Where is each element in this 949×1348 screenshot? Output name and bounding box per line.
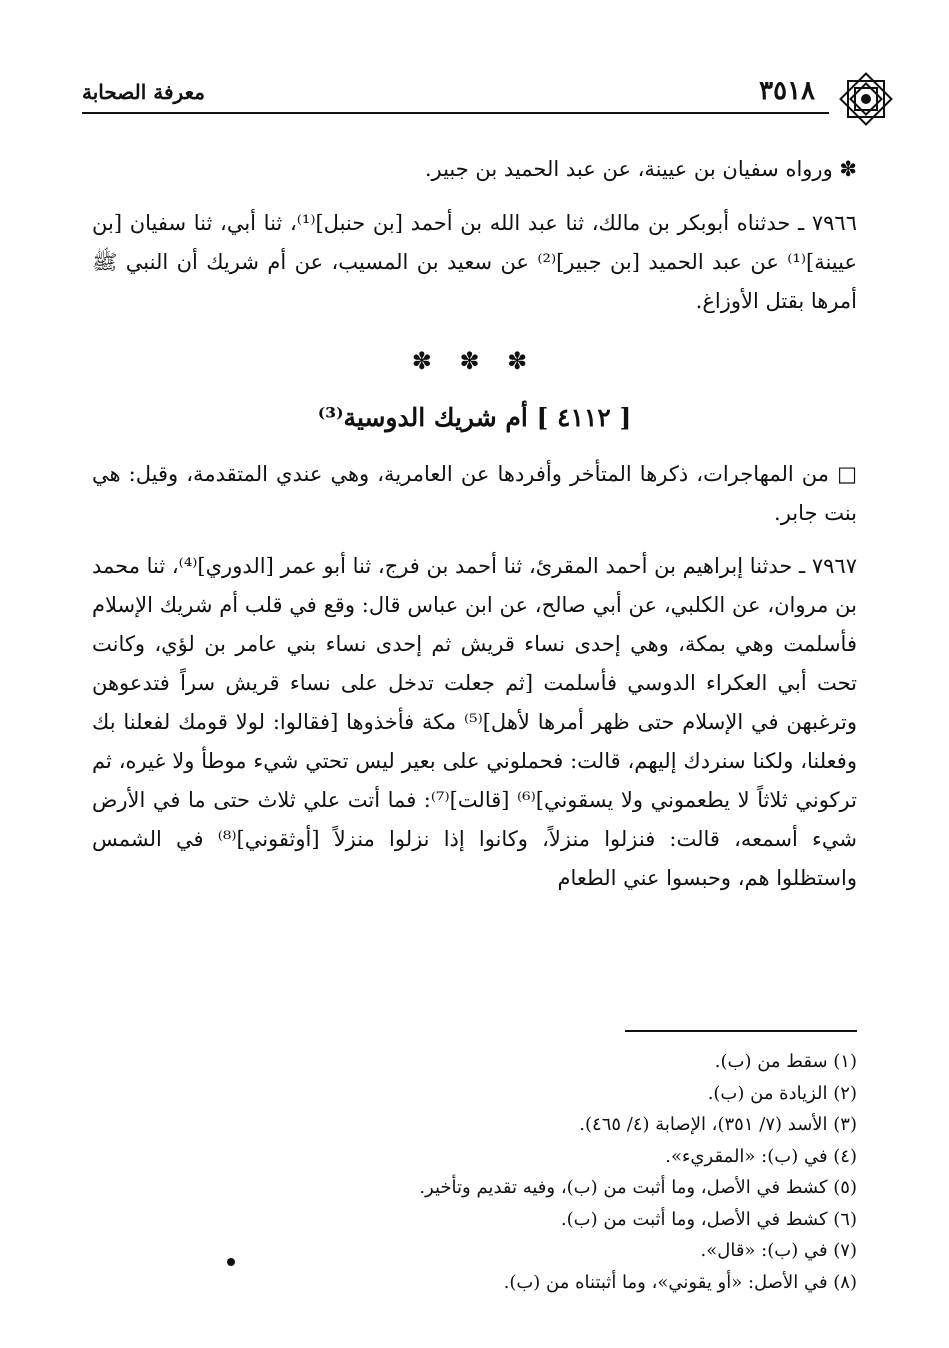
footnote: (١) سقط من (ب). <box>714 1051 857 1072</box>
paragraph-4: ٧٩٦٧ ـ حدثنا إبراهيم بن أحمد المقرئ، ثنا أحمد بن فرج، ثنا أبو عمر [الدوري]⁽⁴⁾، ثنا محمد بن مروان، عن الكلبي، عن أبي صالح، عن ابن عباس قال: وقع في قلب أم شريك الإسلام فأسلمت وهي بمكة، وهي إحدى نساء قريش ثم إحدى نساء بني عامر بن لؤي، وكانت تحت أبي العكراء الدوسي فأسلمت [ثم جعلت تدخل على نساء قريش سراً فتدعوهن وترغبهن في الإسلام حتى ظهر أمرها لأهل]⁽⁵⁾ مكة فأخذوها [فقالوا: لولا قومك لفعلنا بك وفعلنا، ولكنا سنردك إليهم، قالت: فحملوني على بعير ليس تحتي شيء موطأ ولا غيره، ثم تركوني ثلاثاً لا يطعموني ولا يسقوني]⁽⁶⁾ [قالت]⁽⁷⁾: فما أتت علي ثلاث حتى ما في الأرض شيء أسمعه، قالت: فنزلوا منزلاً، وكانوا إذا نزلوا منزلاً [أوثقوني]⁽⁸⁾ في الشمس واستظلوا هم، وحبسوا عني الطعام <box>92 554 857 890</box>
footnotes-rule <box>625 1030 857 1032</box>
paragraph-1: ✽ ورواه سفيان بن عيينة، عن عبد الحميد بن جبير. <box>424 157 857 181</box>
footnote: (٢) الزيادة من (ب). <box>707 1082 857 1104</box>
main-text <box>92 150 857 898</box>
page-header <box>82 68 897 138</box>
footnote: (٨) في الأصل: «أو يقوني»، وما أثبتناه من (ب). <box>503 1271 857 1293</box>
footnotes <box>92 1046 857 1298</box>
footnote: (٧) في (ب): «قال». <box>700 1240 857 1261</box>
paragraph-3: □ من المهاجرات، ذكرها المتأخر وأفردها عن العامرية، وهي عندي المتقدمة، وقيل: هي بنت جابر. <box>92 462 857 525</box>
ornament-icon <box>835 68 897 130</box>
section-divider-stars: ✽ ✽ ✽ <box>411 347 538 375</box>
running-title: معرفة الصحابة <box>82 80 205 104</box>
page-number: ٣٥١٨ <box>759 76 815 106</box>
footnote: (٥) كشط في الأصل، وما أثبت من (ب)، وفيه تقديم وتأخير. <box>419 1177 857 1198</box>
footnote: (٣) الأسد (٧/ ٣٥١)، الإصابة (٤/ ٤٦٥). <box>579 1114 857 1135</box>
entry-heading: [ ٤١١٢ ] أم شريك الدوسية⁽³⁾ <box>317 403 632 432</box>
header-rule <box>82 112 829 114</box>
ink-dot <box>227 1258 235 1266</box>
footnote: (٤) في (ب): «المقريء». <box>665 1145 857 1167</box>
footnote: (٦) كشط في الأصل، وما أثبت من (ب). <box>560 1208 857 1230</box>
paragraph-2: ٧٩٦٦ ـ حدثناه أبوبكر بن مالك، ثنا عبد الله بن أحمد [بن حنبل]⁽¹⁾، ثنا أبي، ثنا سفيان [بن عيينة]⁽¹⁾ عن عبد الحميد [بن جبير]⁽²⁾ عن سعيد بن المسيب، عن أم شريك أن النبي ﷺ أمرها بقتل الأوزاغ. <box>92 211 857 313</box>
